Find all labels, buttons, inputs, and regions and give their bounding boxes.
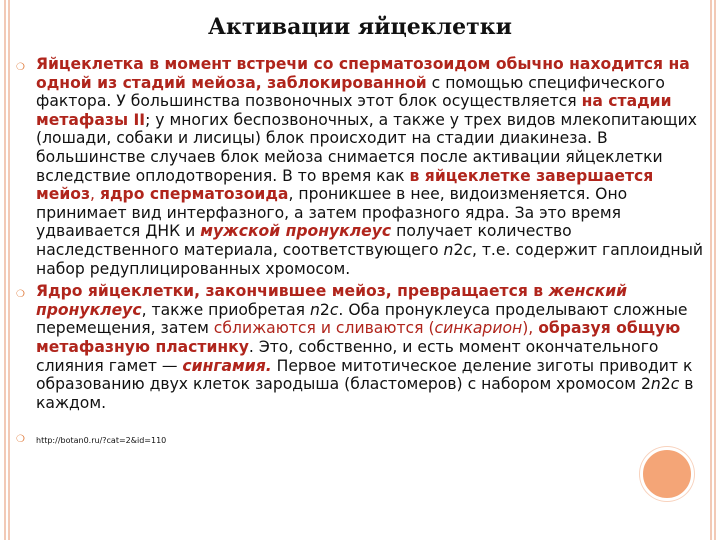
- text: , проникшее в нее, видоизменяется. Оно принимает вид интерфазного, а затем профазного ядра. За это время удваивается ДНК и: [36, 185, 628, 241]
- text-red-italic: синкарион: [434, 319, 523, 338]
- frame-left-inner: [8, 0, 10, 540]
- text: в каждом.: [36, 375, 694, 412]
- text-highlight-italic: сингамия.: [182, 356, 272, 375]
- formula-2: 2: [453, 240, 464, 259]
- text-highlight-italic: женский пронуклеус: [36, 282, 628, 319]
- text-highlight: в яйцеклетке завершается мейоз: [36, 166, 654, 204]
- text: ,: [90, 185, 100, 204]
- frame-right-outer: [714, 0, 716, 540]
- bullet-marker-icon: ❍: [16, 62, 25, 73]
- bullet-marker-icon: ❍: [16, 289, 25, 301]
- text: с помощью специфического фактора. У большинства позвоночных этот блок осуществляется: [36, 73, 665, 111]
- bullet-pronucleus: [14, 282, 711, 412]
- text: ; у многих беспозвоночных, а также у трех видов млекопитающих (лошади, собаки и лисицы) блок происходит на стадии диакинеза. В большинстве случаев блок мейоза снимается после активации яйцеклетки вследствие оплодотворения. В то время как: [36, 110, 697, 185]
- text-highlight-italic: мужской пронуклеус: [200, 222, 392, 241]
- text-red: (: [423, 319, 435, 338]
- text-highlight: Яйцеклетка в момент встречи со сперматозоидом обычно находится на одной из стадий мейоза, заблокированной: [36, 55, 690, 92]
- text-highlight: ядро сперматозоида: [99, 185, 289, 204]
- formula-n: n: [443, 240, 454, 259]
- page-title: Активации яйцеклетки: [208, 14, 512, 40]
- text-highlight: на стадии метафазы II: [36, 92, 672, 129]
- text-red: сближаются и сливаются: [213, 319, 424, 338]
- slide-content: [14, 55, 711, 445]
- text: . Это, собственно, и есть момент окончательного слияния гамет —: [36, 337, 659, 375]
- text: , также приобретая: [141, 300, 311, 319]
- formula-c: c: [463, 240, 472, 259]
- text-red: ),: [522, 319, 539, 338]
- formula-n: n: [310, 300, 320, 319]
- source-link-item: [14, 436, 711, 445]
- bullet-meiosis-block: [14, 55, 711, 278]
- formula-n: n: [650, 375, 661, 394]
- text: . Оба пронуклеуса проделывают сложные перемещения, затем: [36, 300, 688, 338]
- source-link[interactable]: http://botan0.ru/?cat=2&id=110: [36, 436, 167, 446]
- text-highlight: Ядро яйцеклетки, закончившее мейоз, превращается в: [36, 282, 549, 301]
- formula-c: c: [670, 375, 680, 394]
- text: Первое митотическое деление зиготы приводит к образованию двух клеток зародыша (бластомеров) с набором хромосом 2: [36, 356, 693, 394]
- formula-c: c: [329, 300, 339, 319]
- text: , т.е. содержит гаплоидный набор редуплицированных хромосом.: [36, 240, 704, 278]
- bullet-marker-icon: ❍: [16, 434, 25, 446]
- decorative-circle: [640, 447, 694, 501]
- text-highlight: образуя общую метафазную пластинку: [36, 319, 681, 356]
- frame-left-outer: [4, 0, 6, 540]
- text: получает количество наследственного материала, соответствующего: [36, 222, 572, 259]
- formula-2: 2: [660, 375, 671, 394]
- formula-2: 2: [319, 300, 330, 319]
